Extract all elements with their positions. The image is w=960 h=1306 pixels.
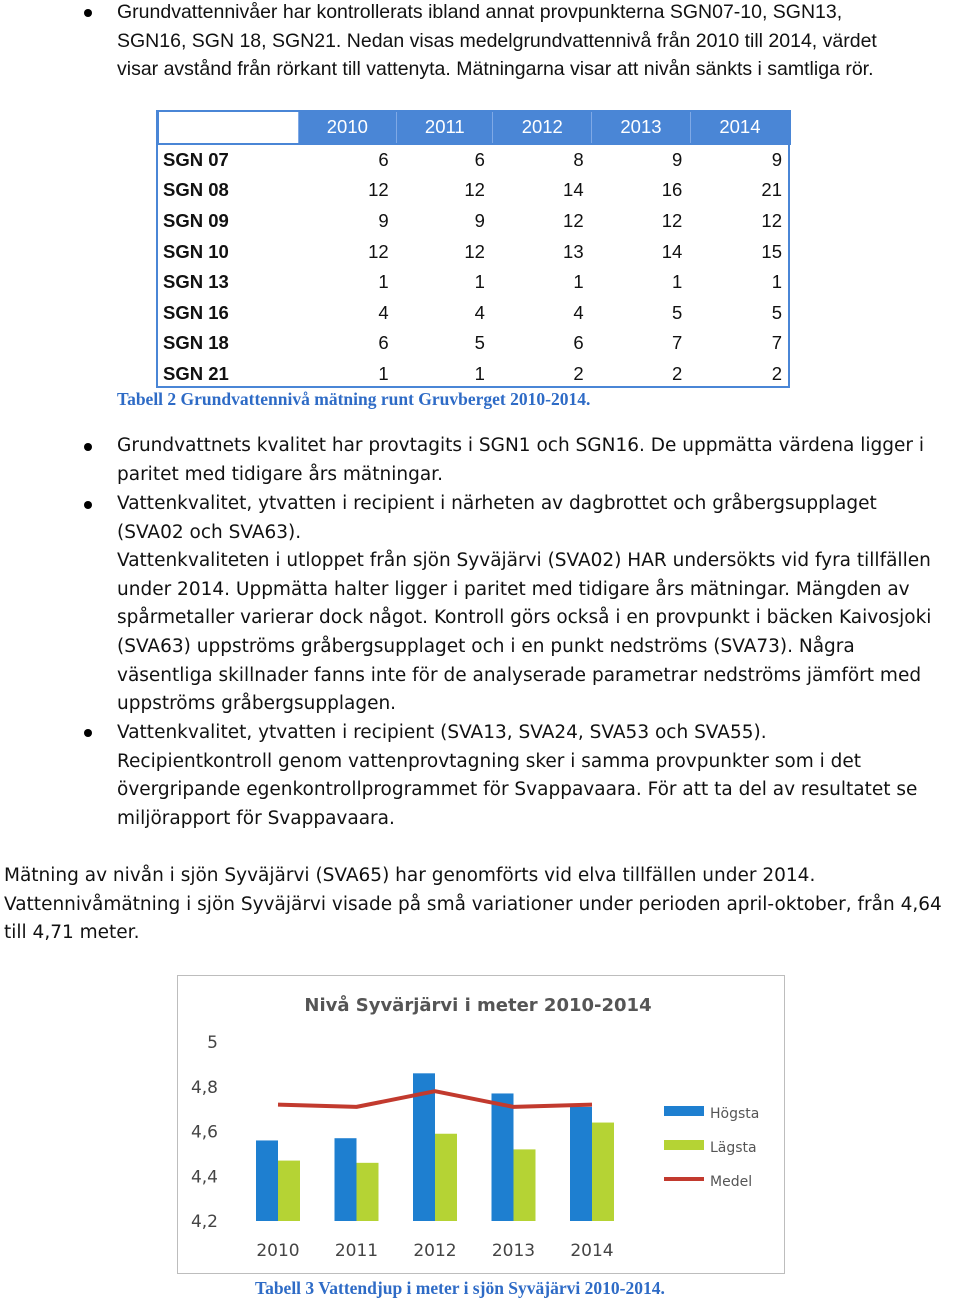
table-cell: 7 <box>771 332 782 354</box>
text-line: (SVA63) uppströms gråbergsupplaget och i en punkt nedströms (SVA73). Några <box>117 635 855 657</box>
table-cell: 12 <box>563 210 584 232</box>
text-line: Vattenkvaliteten i utloppet från sjön Syväjärvi (SVA02) HAR undersökts vid fyra tillfällen <box>117 550 931 572</box>
table-cell: 12 <box>464 179 485 201</box>
x-tick-label: 2012 <box>413 1241 457 1261</box>
bar-hgsta <box>335 1138 357 1221</box>
table-cell: 12 <box>661 210 683 232</box>
table-cell: 1 <box>771 271 782 293</box>
row-label: SGN 09 <box>163 210 229 232</box>
table-cell: 8 <box>573 148 584 170</box>
y-tick-label: 4,8 <box>190 1077 218 1098</box>
table-cell: 4 <box>474 301 485 323</box>
table-cell: 13 <box>563 240 584 262</box>
text-line: visar avstånd från rörkant till vattenyta. Mätningarna visar att nivån sänkts i samtliga rör. <box>117 58 874 80</box>
table-cell: 1 <box>573 271 584 293</box>
table-header-cell: 2011 <box>397 111 493 144</box>
table-cell: 2 <box>771 363 782 385</box>
x-tick-label: 2011 <box>334 1241 379 1261</box>
chart-title: Nivå Syvärjärvi i meter 2010-2014 <box>304 995 652 1016</box>
table-cell: 6 <box>378 148 389 170</box>
table-cell: 6 <box>378 332 389 354</box>
text-line: Mätning av nivån i sjön Syväjärvi (SVA65) har genomförts vid elva tillfällen under 2014. <box>4 865 816 886</box>
bar-lgsta <box>435 1134 457 1221</box>
table-cell: 2 <box>672 363 683 385</box>
text-line: (SVA02 och SVA63). <box>117 521 302 543</box>
table-cell: 1 <box>474 363 485 385</box>
row-label: SGN 18 <box>163 332 229 354</box>
x-tick-label: 2010 <box>256 1241 300 1261</box>
row-label: SGN 08 <box>163 179 229 201</box>
y-tick-label: 4,2 <box>190 1212 218 1232</box>
table-cell: 12 <box>368 240 389 262</box>
text-line: övergripande egenkontrollprogrammet för Svappavaara. För att ta del av resultatet se <box>117 779 918 801</box>
y-tick-label: 5 <box>207 1033 218 1053</box>
bar-lgsta <box>357 1163 379 1221</box>
table-cell: 9 <box>474 210 485 232</box>
table-cell: 1 <box>474 271 485 293</box>
table-cell: 12 <box>368 179 389 201</box>
table-cell: 9 <box>672 148 683 170</box>
table-cell: 5 <box>672 301 683 323</box>
bar-lgsta <box>514 1149 536 1221</box>
table-cell: 12 <box>464 240 485 262</box>
table-cell: 1 <box>672 271 683 293</box>
legend-swatch <box>664 1140 704 1150</box>
table-caption: Tabell 2 Grundvattennivå mätning runt Gruvberget 2010-2014. <box>117 389 591 409</box>
table-cell: 2 <box>573 363 584 385</box>
row-label: SGN 21 <box>163 363 229 385</box>
text-line: Vattennivåmätning i sjön Syväjärvi visade på små variationer under perioden april-oktober, från 4,64 <box>4 893 942 915</box>
table-header-cell: 2012 <box>493 111 592 144</box>
row-label: SGN 07 <box>163 148 229 170</box>
table-cell: 4 <box>573 301 584 323</box>
bar-lgsta <box>592 1123 614 1221</box>
table-cell: 4 <box>378 301 389 323</box>
chart-caption: Tabell 3 Vattendjup i meter i sjön Syväjärvi 2010-2014. <box>255 1278 665 1298</box>
text-line: Vattenkvalitet, ytvatten i recipient (SVA13, SVA24, SVA53 och SVA55). <box>117 722 767 743</box>
y-tick-label: 4,4 <box>190 1167 218 1188</box>
bar-hgsta <box>256 1140 278 1221</box>
table-cell: 9 <box>771 148 782 170</box>
table-cell: 1 <box>378 363 389 385</box>
table-header-cell: 2010 <box>298 111 397 144</box>
text-line: till 4,71 meter. <box>4 922 140 944</box>
text-line: Recipientkontroll genom vattenprovtagning sker i samma provpunkter som i det <box>117 750 862 772</box>
table-cell: 6 <box>474 148 485 170</box>
row-label: SGN 16 <box>163 301 229 323</box>
bar-hgsta <box>492 1093 514 1221</box>
table-cell: 14 <box>563 179 584 201</box>
text-line: miljörapport för Svappavaara. <box>117 807 395 829</box>
text-line: uppströms gråbergsupplagen. <box>117 693 397 715</box>
bar-hgsta <box>570 1107 592 1221</box>
text-line: under 2014. Uppmätta halter ligger i paritet med tidigare års mätningar. Mängden av <box>117 578 910 600</box>
table-header-cell: 2014 <box>690 111 790 144</box>
text-line: Grundvattennivåer har kontrollerats ibland annat provpunkterna SGN07-10, SGN13, <box>117 1 843 23</box>
table-cell: 6 <box>573 332 584 354</box>
table-cell: 12 <box>761 210 782 232</box>
table-cell: 15 <box>761 240 782 262</box>
text-line: väsentliga skillnader fanns inte för de analyserade parametrar nedströms jämfört med <box>117 664 922 686</box>
legend-label: Medel <box>710 1174 753 1190</box>
text-line: paritet med tidigare års mätningar. <box>117 463 443 485</box>
y-tick-label: 4,6 <box>190 1122 218 1143</box>
x-tick-label: 2014 <box>570 1241 614 1261</box>
legend-label: Högsta <box>710 1106 760 1122</box>
table-cell: 16 <box>661 179 683 201</box>
table-header-cell: 2013 <box>592 111 691 144</box>
text-line: SGN16, SGN 18, SGN21. Nedan visas medelgrundvattennivå från 2010 till 2014, värdet <box>117 29 877 52</box>
legend-swatch <box>664 1106 704 1116</box>
x-tick-label: 2013 <box>491 1241 536 1261</box>
text-line: spårmetaller varierar dock något. Kontroll görs också i en provpunkt i bäcken Kaivosjoki <box>117 607 932 629</box>
table-cell: 21 <box>761 179 782 201</box>
text-line: Vattenkvalitet, ytvatten i recipient i närheten av dagbrottet och gråbergsupplaget <box>117 493 877 514</box>
row-label: SGN 10 <box>163 240 229 262</box>
table-cell: 1 <box>378 271 389 293</box>
table-cell: 5 <box>771 301 782 323</box>
legend-label: Lägsta <box>710 1140 757 1156</box>
table-cell: 9 <box>378 210 389 232</box>
row-label: SGN 13 <box>163 271 229 293</box>
bar-lgsta <box>278 1161 300 1221</box>
text-line: Grundvattnets kvalitet har provtagits i SGN1 och SGN16. De uppmätta värdena ligger i <box>117 435 924 456</box>
table-cell: 7 <box>672 332 683 354</box>
table-cell: 5 <box>474 332 485 354</box>
table-cell: 14 <box>661 240 683 262</box>
